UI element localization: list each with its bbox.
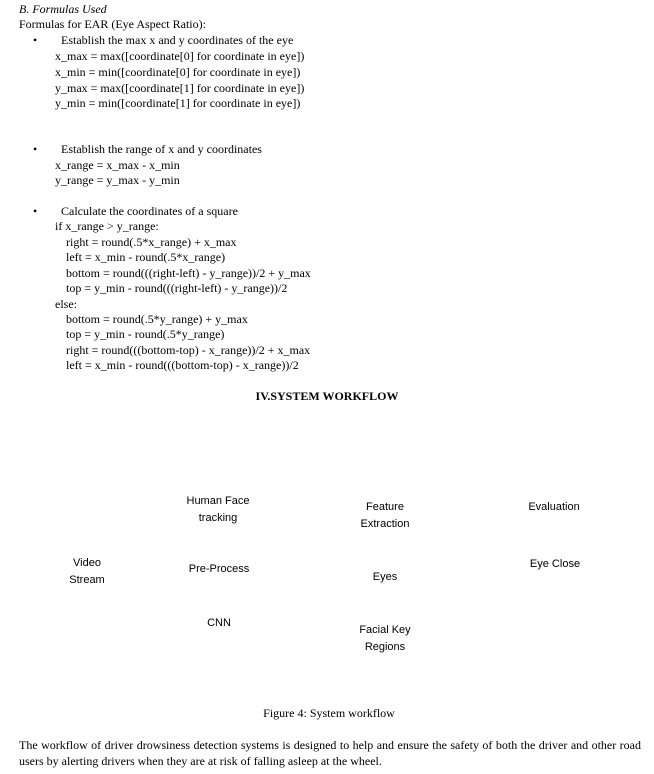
node-eyes: Eyes	[372, 571, 398, 583]
node-feature-extraction: Feature Extraction	[360, 501, 410, 530]
bullet-dot: •	[33, 33, 38, 47]
node-cnn: CNN	[207, 617, 231, 629]
formula-line: left = x_min - round(((bottom-top) - x_range))/2	[66, 358, 299, 372]
node-human-face-tracking: Human Face tracking	[186, 495, 250, 524]
formula-line: bottom = round(.5*y_range) + y_max	[66, 312, 248, 326]
formula-line: top = y_min - round(.5*y_range)	[66, 327, 225, 341]
bullet-title: Establish the range of x and y coordinates	[61, 142, 262, 156]
bullet-dot: •	[33, 142, 38, 156]
formula-line: else:	[55, 297, 77, 311]
formula-line: right = round(((bottom-top) - x_range))/2 + x_max	[66, 343, 311, 357]
workflow-heading: IV.SYSTEM WORKFLOW	[255, 389, 399, 403]
formula-line: bottom = round(((right-left) - y_range))/2 + y_max	[66, 266, 311, 280]
node-evaluation: Evaluation	[528, 501, 580, 513]
formula-line: x_min = min([coordinate[0] for coordinate in eye])	[55, 65, 301, 79]
formula-line: y_min = min([coordinate[1] for coordinate in eye])	[55, 96, 301, 110]
formula-line: right = round(.5*x_range) + x_max	[66, 235, 237, 249]
section-intro: Formulas for EAR (Eye Aspect Ratio):	[19, 17, 206, 31]
body-paragraph: The workflow of driver drowsiness detection systems is designed to help and ensure the safety of both the driver and other road users by alerting drivers when they are at risk of falling asleep at the wheel.	[19, 738, 641, 768]
node-facial-key-regions: Facial Key Regions	[359, 624, 411, 653]
formula-line: y_max = max([coordinate[1] for coordinate in eye])	[55, 81, 305, 95]
section-heading: B. Formulas Used	[19, 2, 107, 16]
bullet-title: Calculate the coordinates of a square	[61, 204, 238, 218]
figure-caption: Figure 4: System workflow	[263, 706, 395, 720]
node-eye-close: Eye Close	[529, 558, 581, 570]
formula-line: left = x_min - round(.5*x_range)	[66, 250, 226, 264]
node-pre-process: Pre-Process	[188, 563, 250, 575]
bullet-title: Establish the max x and y coordinates of the eye	[61, 33, 294, 47]
formula-line: x_range = x_max - x_min	[55, 158, 180, 172]
formula-line: y_range = y_max - y_min	[55, 173, 180, 187]
formula-line: if x_range > y_range:	[55, 219, 159, 233]
bullet-dot: •	[33, 204, 38, 218]
node-video-stream: Video Stream	[69, 557, 105, 586]
formula-line: x_max = max([coordinate[0] for coordinate in eye])	[55, 49, 305, 63]
formula-line: top = y_min - round(((right-left) - y_range))/2	[66, 281, 288, 295]
